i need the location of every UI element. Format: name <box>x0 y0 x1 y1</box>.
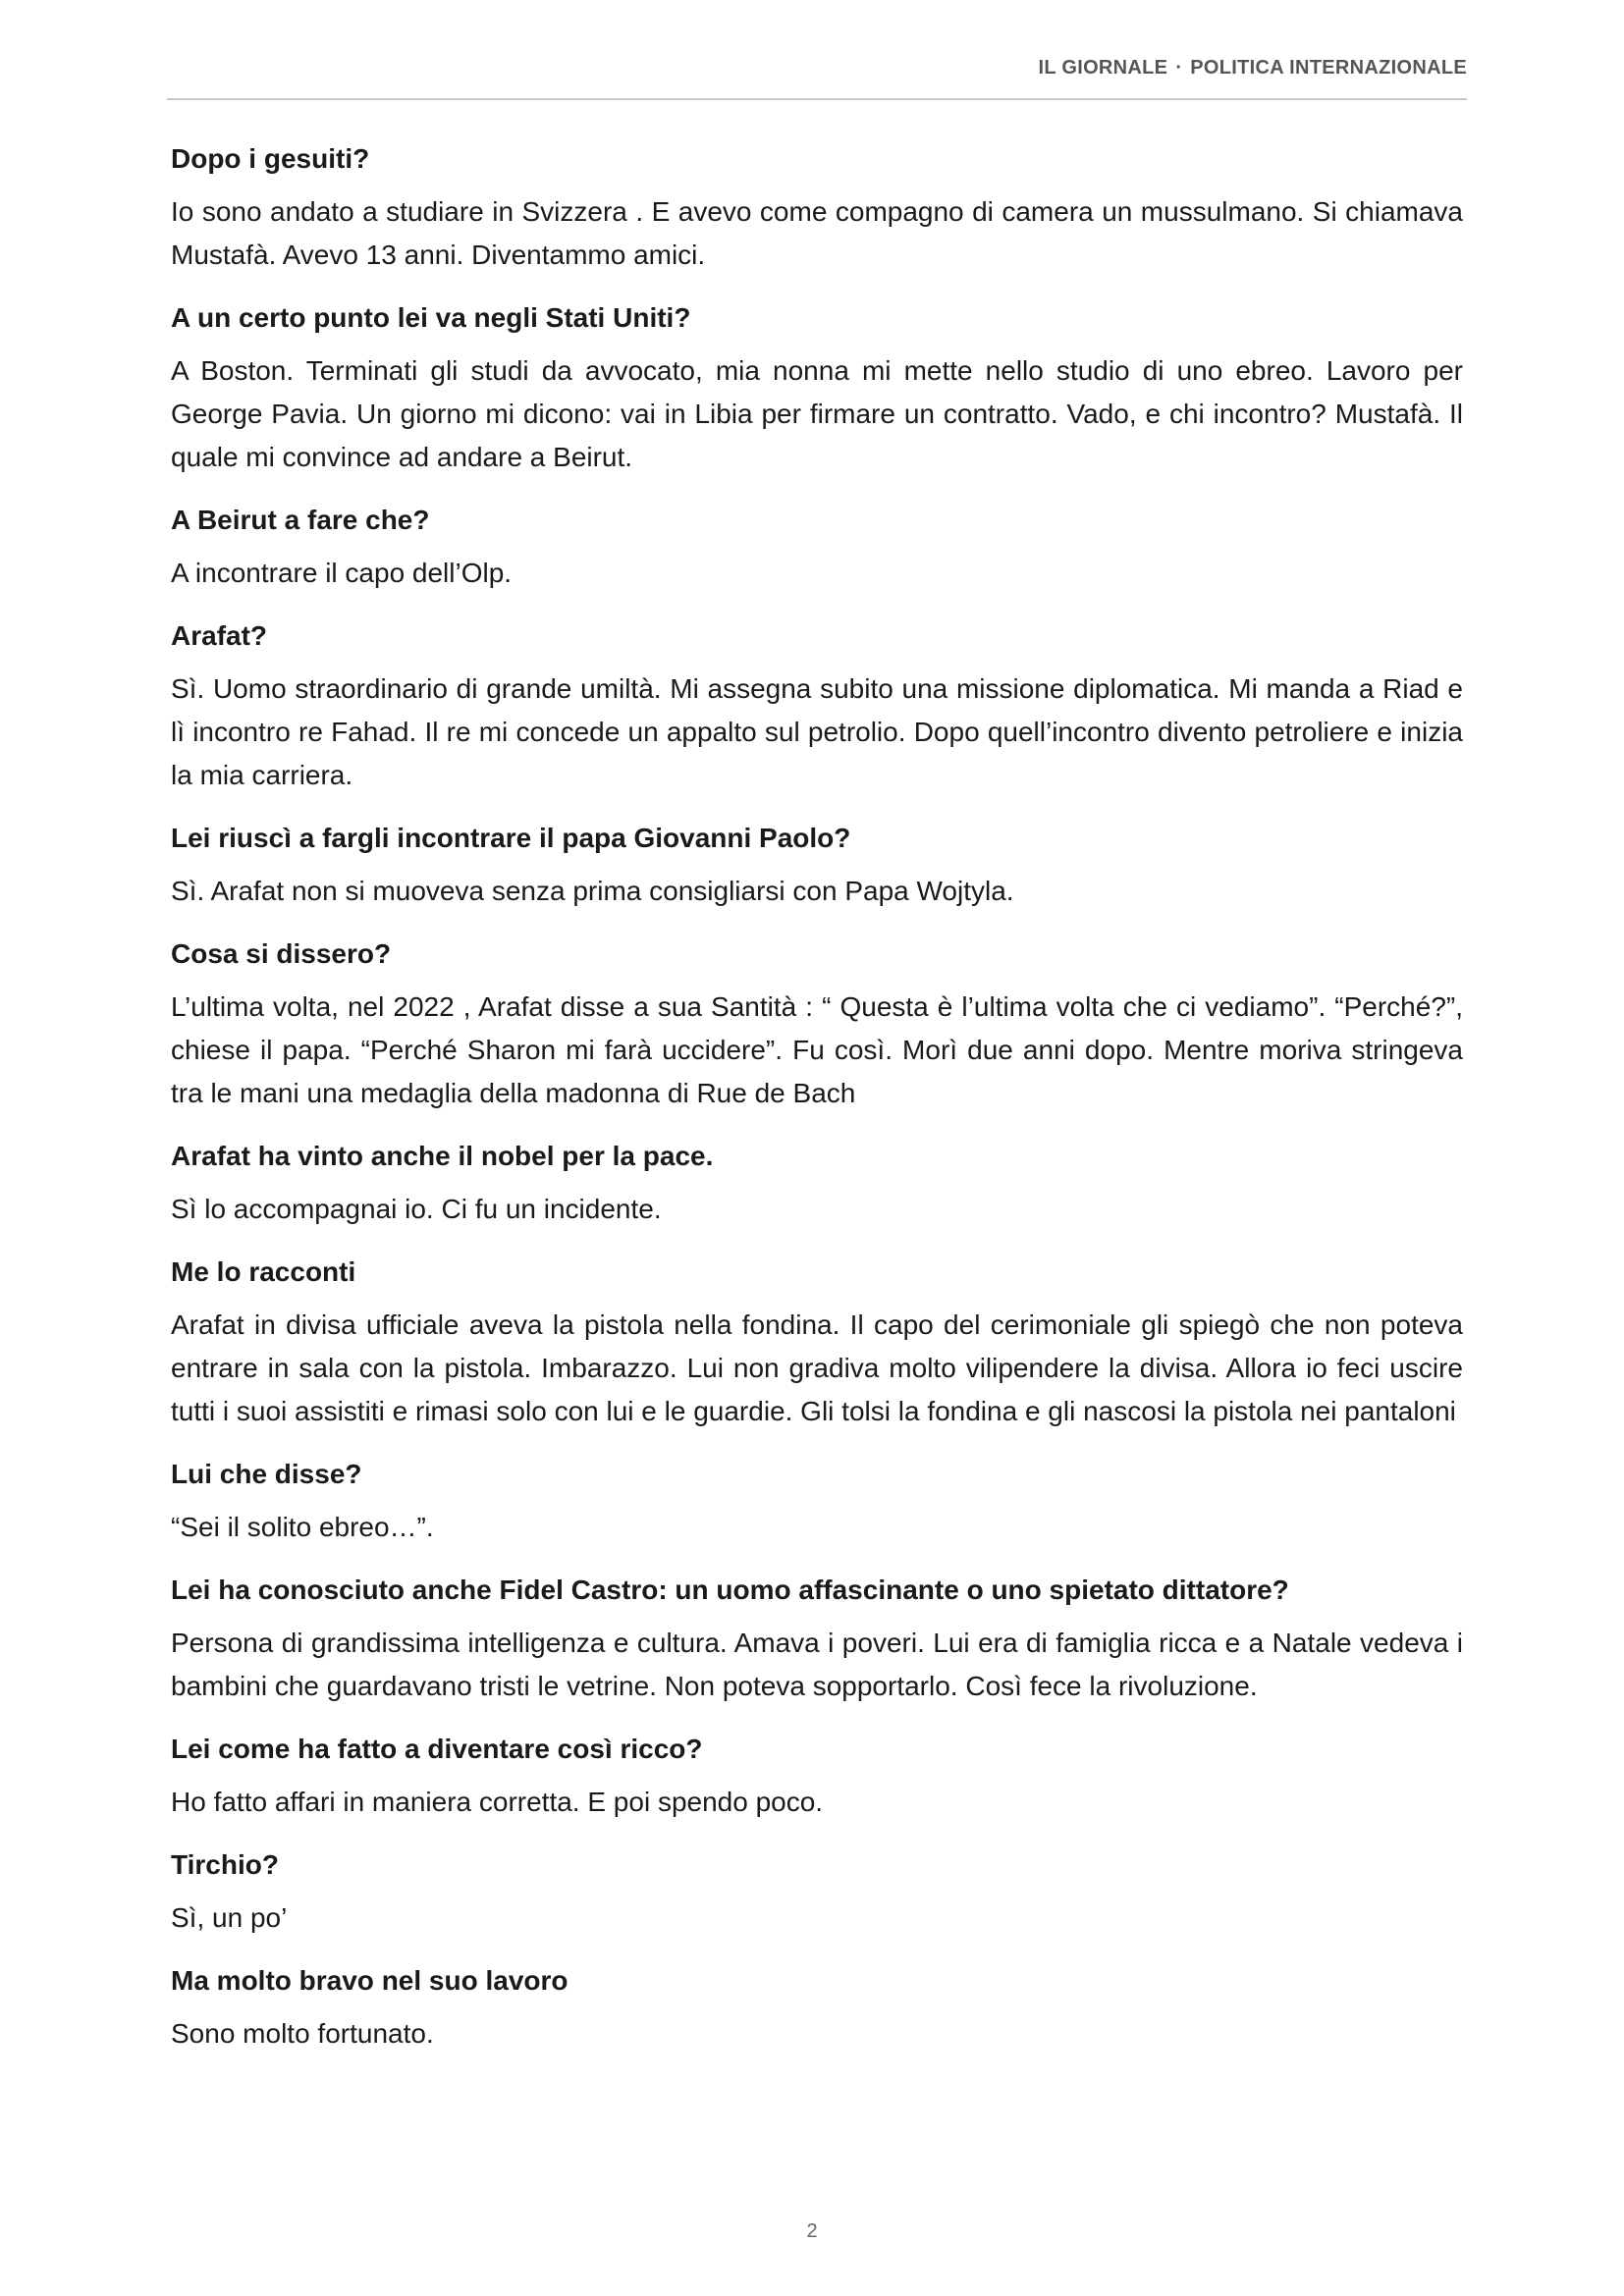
interview-question: Cosa si dissero? <box>171 938 392 969</box>
interview-question: Lei riuscì a fargli incontrare il papa Giovanni Paolo? <box>171 823 851 853</box>
qa-block <box>171 614 1463 797</box>
interview-question: A un certo punto lei va negli Stati Uniti? <box>171 302 691 333</box>
running-header <box>167 57 1467 84</box>
interview-answer: Sì. Arafat non si muoveva senza prima consigliarsi con Papa Wojtyla. <box>171 876 1014 906</box>
interview-question: Arafat ha vinto anche il nobel per la pace. <box>171 1141 714 1171</box>
interview-answer: L’ultima volta, nel 2022 , Arafat disse a sua Santità : “ Questa è l’ultima volta che ci vediamo”. “Perché?”, chiese il papa. “Perché Sharon mi farà uccidere”. Fu così. Morì due anni dopo. Mentre moriva stringeva tra le mani una medaglia della madonna di Rue de Bach <box>171 991 1463 1108</box>
qa-block <box>171 499 1463 595</box>
interview-answer: A Boston. Terminati gli studi da avvocato, mia nonna mi mette nello studio di uno ebreo. Lavoro per George Pavia. Un giorno mi dicono: vai in Libia per firmare un contratto. Vado, e chi incontro? Mustafà. Il quale mi convince ad andare a Beirut. <box>171 355 1463 472</box>
interview-body <box>171 137 1463 2075</box>
qa-block <box>171 817 1463 913</box>
page-number: 2 <box>806 2220 818 2242</box>
interview-answer: “Sei il solito ebreo…”. <box>171 1512 434 1542</box>
interview-question: Lui che disse? <box>171 1459 362 1489</box>
interview-question: Lei ha conosciuto anche Fidel Castro: un uomo affascinante o uno spietato dittatore? <box>171 1575 1289 1605</box>
header-divider <box>167 98 1467 100</box>
qa-block <box>171 296 1463 479</box>
qa-block <box>171 1843 1463 1940</box>
qa-block <box>171 933 1463 1115</box>
qa-block <box>171 1453 1463 1549</box>
interview-answer: Sono molto fortunato. <box>171 2018 434 2049</box>
interview-question: A Beirut a fare che? <box>171 505 430 535</box>
section-name: POLITICA INTERNAZIONALE <box>1190 57 1467 79</box>
interview-answer: A incontrare il capo dell’Olp. <box>171 558 513 588</box>
qa-block <box>171 1251 1463 1433</box>
qa-block <box>171 1569 1463 1708</box>
header-separator: · <box>1175 57 1183 79</box>
interview-question: Me lo racconti <box>171 1256 356 1287</box>
qa-block <box>171 1135 1463 1231</box>
interview-question: Arafat? <box>171 620 268 651</box>
interview-answer: Sì lo accompagnai io. Ci fu un incidente. <box>171 1194 662 1224</box>
interview-answer: Arafat in divisa ufficiale aveva la pistola nella fondina. Il capo del cerimoniale gli spiegò che non poteva entrare in sala con la pistola. Imbarazzo. Lui non gradiva molto vilipendere la divisa. Allora io feci uscire tutti i suoi assistiti e rimasi solo con lui e le guardie. Gli tolsi la fondina e gli nascosi la pistola nei pantaloni <box>171 1309 1463 1426</box>
interview-answer: Sì. Uomo straordinario di grande umiltà. Mi assegna subito una missione diplomatica. Mi manda a Riad e lì incontro re Fahad. Il re mi concede un appalto sul petrolio. Dopo quell’incontro divento petroliere e inizia la mia carriera. <box>171 673 1463 790</box>
interview-answer: Io sono andato a studiare in Svizzera . E avevo come compagno di camera un mussulmano. Si chiamava Mustafà. Avevo 13 anni. Diventammo amici. <box>171 196 1463 270</box>
interview-question: Tirchio? <box>171 1849 279 1880</box>
interview-answer: Sì, un po’ <box>171 1902 288 1933</box>
qa-block <box>171 137 1463 277</box>
interview-question: Lei come ha fatto a diventare così ricco? <box>171 1734 703 1764</box>
publication-name: IL GIORNALE <box>1038 57 1168 79</box>
qa-block <box>171 1959 1463 2056</box>
qa-block <box>171 1728 1463 1824</box>
interview-answer: Ho fatto affari in maniera corretta. E poi spendo poco. <box>171 1787 824 1817</box>
interview-question: Dopo i gesuiti? <box>171 143 370 174</box>
interview-question: Ma molto bravo nel suo lavoro <box>171 1965 568 1996</box>
interview-answer: Persona di grandissima intelligenza e cultura. Amava i poveri. Lui era di famiglia ricca e a Natale vedeva i bambini che guardavano tristi le vetrine. Non poteva sopportarlo. Così fece la rivoluzione. <box>171 1628 1463 1701</box>
